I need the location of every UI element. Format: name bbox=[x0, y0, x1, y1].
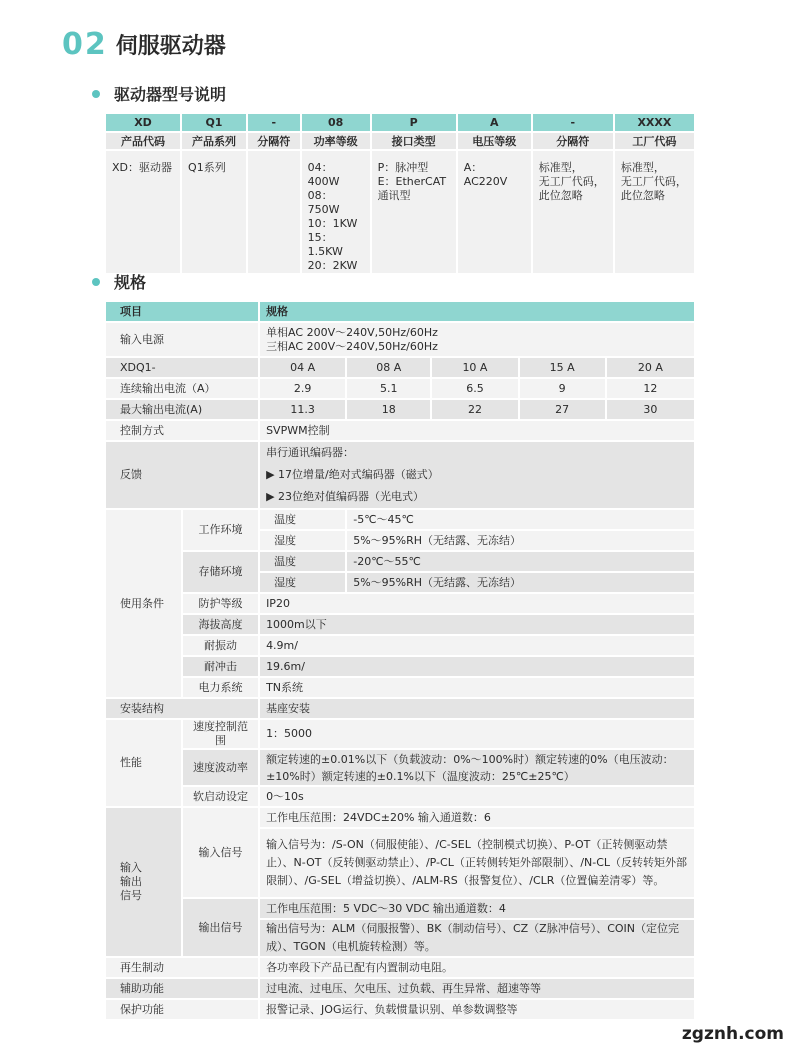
param-value: 5%～95%RH（无结露、无冻结） bbox=[347, 573, 694, 592]
label-cell: 产品系列 bbox=[182, 133, 246, 149]
row-value: 1000m以下 bbox=[260, 615, 694, 634]
value-cell: 18 bbox=[347, 400, 430, 419]
row-value: 过电流、过电压、欠电压、过负载、再生异常、超速等等 bbox=[260, 979, 694, 998]
row-value: 单相AC 200V～240V,50Hz/60Hz 三相AC 200V～240V,50Hz/60Hz bbox=[260, 323, 694, 356]
row-value: 报警记录、JOG运行、负载惯量识别、单参数调整等 bbox=[260, 1000, 694, 1019]
value-cell: 11.3 bbox=[260, 400, 345, 419]
code-cell: - bbox=[248, 114, 300, 131]
sub-label: 耐冲击 bbox=[183, 657, 258, 676]
value-cell: 2.9 bbox=[260, 379, 345, 398]
spec-head-item: 项目 bbox=[106, 302, 258, 321]
sub-label: 防护等级 bbox=[183, 594, 258, 613]
sub-label: 工作环境 bbox=[183, 510, 258, 550]
row-value: 输入信号为：/S-ON（伺服使能）、/C-SEL（控制模式切换）、P-OT（正转侧驱动禁止）、N-OT（反转侧驱动禁止）、/P-CL（正转侧转矩外部限制）、/N-CL（反转转矩外部限制）、/G-SEL（增益切换）、/ALM-RS（报警复位）、/CLR（位置偏差清零）等。 bbox=[260, 829, 694, 897]
row-label: 再生制动 bbox=[106, 958, 258, 977]
spec-head-spec: 规格 bbox=[260, 302, 694, 321]
row-label: 最大输出电流(A) bbox=[106, 400, 258, 419]
row-value: 4.9m/ bbox=[260, 636, 694, 655]
play-icon: ▶ bbox=[266, 468, 275, 481]
code-cell: XXXX bbox=[615, 114, 694, 131]
section-title: 伺服驱动器 bbox=[115, 33, 226, 59]
spec-table bbox=[104, 300, 696, 1021]
param-label: 湿度 bbox=[260, 573, 345, 592]
row-value: 工作电压范围：5 VDC～30 VDC 输出通道数：4 bbox=[260, 899, 694, 918]
code-cell: - bbox=[533, 114, 613, 131]
value-cell: XD：驱动器 bbox=[106, 151, 180, 273]
value-cell: 9 bbox=[520, 379, 605, 398]
code-cell: 08 bbox=[302, 114, 370, 131]
row-label: 保护功能 bbox=[106, 1000, 258, 1019]
row-label: XDQ1- bbox=[106, 358, 258, 377]
row-value: SVPWM控制 bbox=[260, 421, 694, 440]
value-cell: 6.5 bbox=[432, 379, 517, 398]
param-label: 温度 bbox=[260, 510, 345, 529]
row-label: 辅助功能 bbox=[106, 979, 258, 998]
value-cell: 22 bbox=[432, 400, 517, 419]
page-title bbox=[62, 26, 226, 62]
row-value: 基座安装 bbox=[260, 699, 694, 718]
bullet-icon bbox=[92, 278, 100, 286]
model-cell: 10 A bbox=[432, 358, 517, 377]
code-cell: P bbox=[372, 114, 456, 131]
value-cell bbox=[248, 151, 300, 273]
row-label: 连续输出电流（A） bbox=[106, 379, 258, 398]
sub-label: 耐振动 bbox=[183, 636, 258, 655]
value-cell: Q1系列 bbox=[182, 151, 246, 273]
row-value: TN系统 bbox=[260, 678, 694, 697]
label-cell: 分隔符 bbox=[533, 133, 613, 149]
row-label: 性能 bbox=[106, 720, 181, 806]
model-cell: 04 A bbox=[260, 358, 345, 377]
row-value: 19.6m/ bbox=[260, 657, 694, 676]
label-cell: 电压等级 bbox=[458, 133, 531, 149]
param-value: 5%～95%RH（无结露、无冻结） bbox=[347, 531, 694, 550]
bullet-icon bbox=[92, 90, 100, 98]
param-label: 湿度 bbox=[260, 531, 345, 550]
label-cell: 工厂代码 bbox=[615, 133, 694, 149]
row-value: 串行通讯编码器： ▶ 17位增量/绝对式编码器（磁式） ▶ 23位绝对值编码器（光电式） bbox=[260, 442, 694, 508]
value-cell: 04：400W 08：750W 10：1KW 15：1.5KW 20：2KW bbox=[302, 151, 370, 273]
sub-label: 输出信号 bbox=[183, 899, 258, 956]
param-value: -5℃～45℃ bbox=[347, 510, 694, 529]
row-label: 安装结构 bbox=[106, 699, 258, 718]
model-cell: 08 A bbox=[347, 358, 430, 377]
row-value: 1：5000 bbox=[260, 720, 694, 748]
value-cell: 标准型， 无工厂代码， 此位忽略 bbox=[615, 151, 694, 273]
label-cell: 接口类型 bbox=[372, 133, 456, 149]
label-cell: 功率等级 bbox=[302, 133, 370, 149]
code-cell: Q1 bbox=[182, 114, 246, 131]
watermark-logo: zgznh.com bbox=[678, 1022, 788, 1046]
model-table bbox=[104, 112, 696, 275]
model-cell: 15 A bbox=[520, 358, 605, 377]
sub-label: 电力系统 bbox=[183, 678, 258, 697]
value-cell: 12 bbox=[607, 379, 694, 398]
code-cell: XD bbox=[106, 114, 180, 131]
param-label: 温度 bbox=[260, 552, 345, 571]
value-cell: 30 bbox=[607, 400, 694, 419]
model-cell: 20 A bbox=[607, 358, 694, 377]
param-value: -20℃～55℃ bbox=[347, 552, 694, 571]
label-cell: 分隔符 bbox=[248, 133, 300, 149]
sub-label: 海拔高度 bbox=[183, 615, 258, 634]
section-number: 02 bbox=[62, 26, 108, 62]
value-cell: 标准型， 无工厂代码， 此位忽略 bbox=[533, 151, 613, 273]
row-label: 输入电源 bbox=[106, 323, 258, 356]
value-cell: 27 bbox=[520, 400, 605, 419]
value-cell: 5.1 bbox=[347, 379, 430, 398]
value-cell: P：脉冲型 E：EtherCAT 通讯型 bbox=[372, 151, 456, 273]
row-label: 反馈 bbox=[106, 442, 258, 508]
row-value: 输出信号为：ALM（伺服报警）、BK（制动信号）、CZ（Z脉冲信号）、COIN（定位完成）、TGON（电机旋转检测）等。 bbox=[260, 920, 694, 956]
model-section-heading: 驱动器型号说明 bbox=[92, 82, 226, 105]
spec-section-heading: 规格 bbox=[92, 270, 146, 293]
row-value: 0～10s bbox=[260, 787, 694, 806]
code-cell: A bbox=[458, 114, 531, 131]
row-value: 工作电压范围：24VDC±20% 输入通道数：6 bbox=[260, 808, 694, 827]
play-icon: ▶ bbox=[266, 490, 275, 503]
row-value: IP20 bbox=[260, 594, 694, 613]
sub-label: 速度波动率 bbox=[183, 750, 258, 785]
row-label: 输入 输出 信号 bbox=[106, 808, 181, 956]
row-label: 控制方式 bbox=[106, 421, 258, 440]
row-value: 额定转速的±0.01%以下（负载波动：0%～100%时）额定转速的0%（电压波动：±10%时）额定转速的±0.1%以下（温度波动：25℃±25℃） bbox=[260, 750, 694, 785]
value-cell: A：AC220V bbox=[458, 151, 531, 273]
sub-label: 速度控制范围 bbox=[183, 720, 258, 748]
sub-label: 存储环境 bbox=[183, 552, 258, 592]
sub-label: 输入信号 bbox=[183, 808, 258, 897]
row-label: 使用条件 bbox=[106, 510, 181, 697]
row-value: 各功率段下产品已配有内置制动电阻。 bbox=[260, 958, 694, 977]
sub-label: 软启动设定 bbox=[183, 787, 258, 806]
label-cell: 产品代码 bbox=[106, 133, 180, 149]
